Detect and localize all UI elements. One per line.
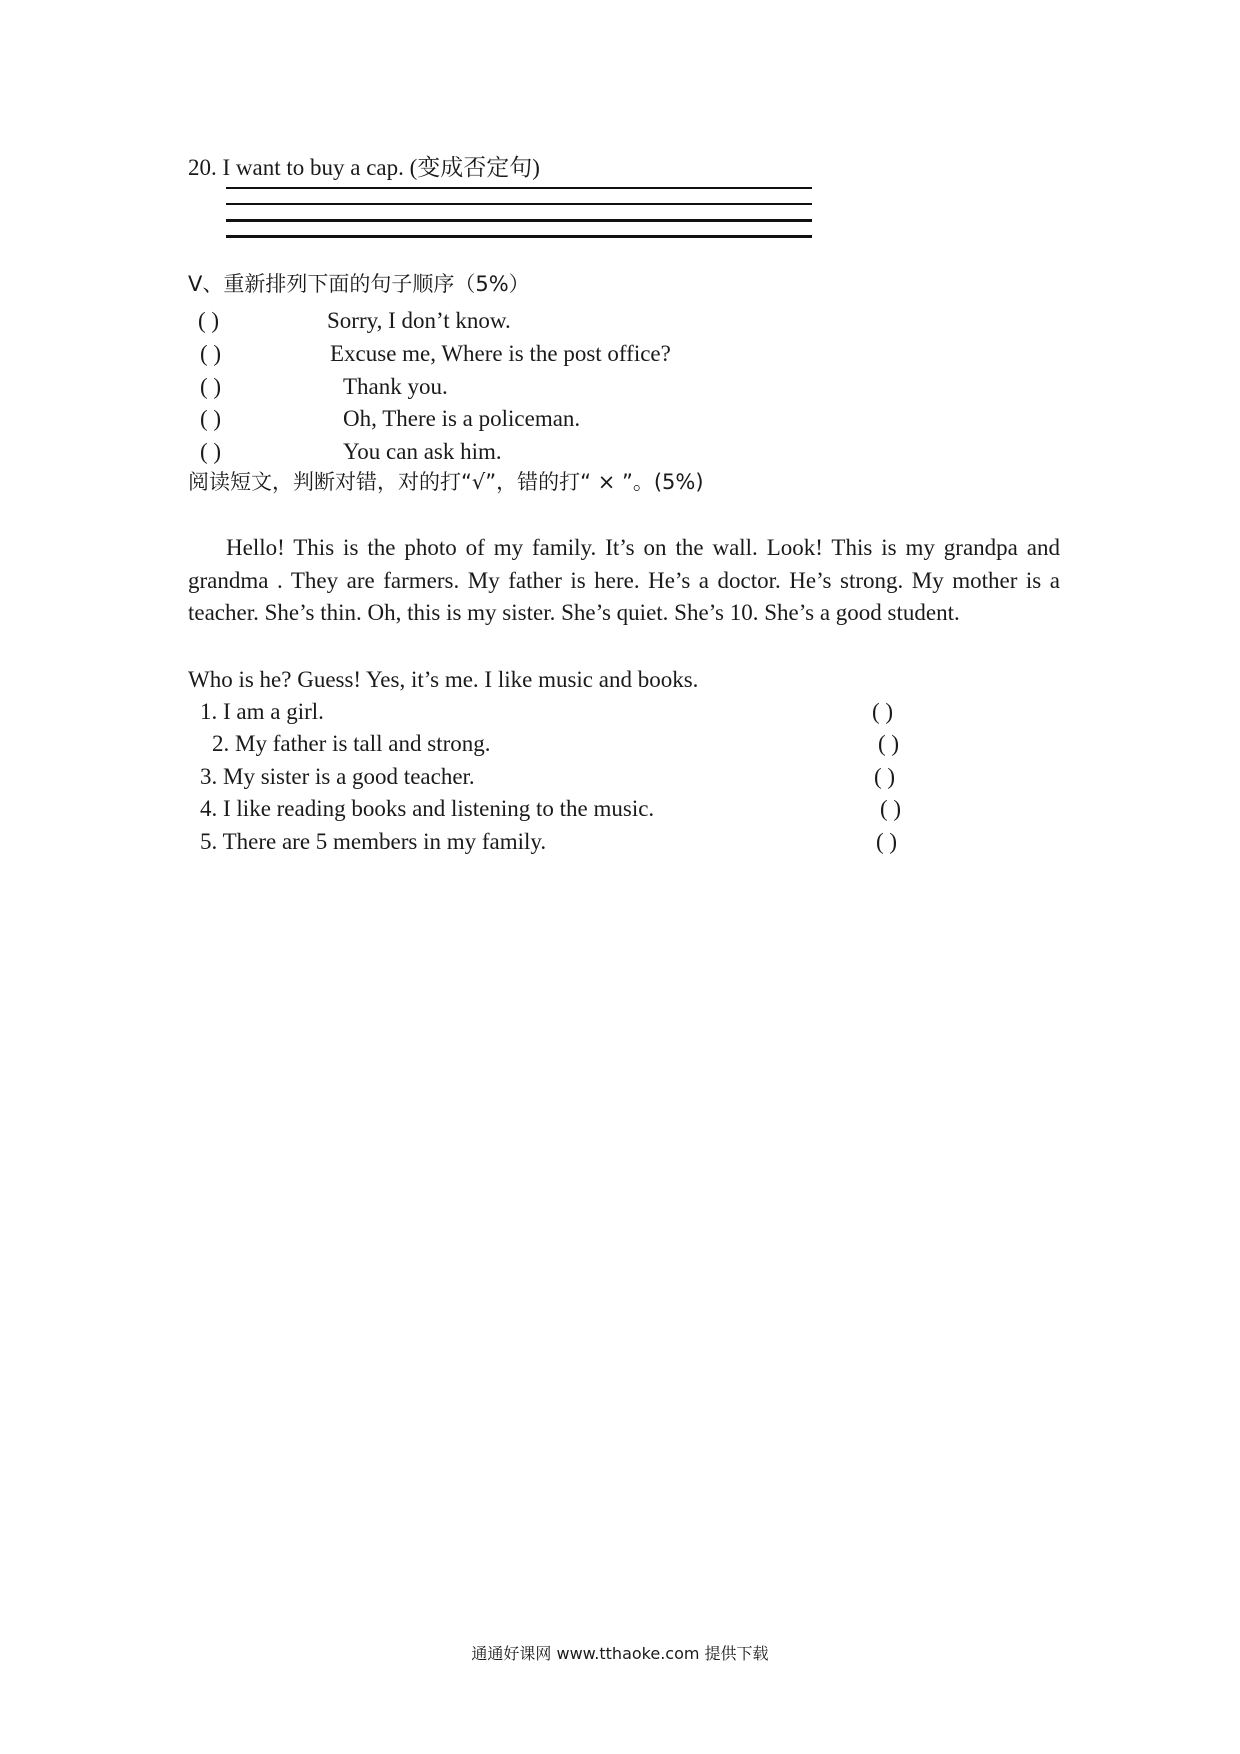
answer-line-4 [226, 235, 812, 238]
answer-blank: ( ) [200, 406, 222, 431]
answer-blank: ( ) [200, 374, 222, 399]
reorder-sentence: Oh, There is a policeman. [343, 406, 581, 431]
answer-blank: ( ) [200, 439, 222, 464]
answer-line-2 [226, 203, 812, 205]
answer-blank: ( ) [876, 829, 898, 854]
statement-text: 4. I like reading books and listening to the music. [200, 796, 655, 821]
answer-blank: ( ) [880, 796, 902, 821]
answer-blank: ( ) [872, 699, 894, 724]
reorder-sentence: Sorry, I don’t know. [327, 308, 511, 333]
page-footer: 通通好课网 www.tthaoke.com 提供下载 [471, 1644, 769, 1663]
reading-passage: Hello! This is the photo of my family. It’s on the wall. Look! This is my grandpa and grandma . They are farmers. My father is here. He’s a doctor. He’s strong. My mother is a teacher. She’s thin. Oh, this is my sister. She’s quiet. She’s 10. She’s a good student. [188, 535, 1060, 625]
reorder-sentence: Thank you. [343, 374, 448, 399]
reading-instruction: 阅读短文，判断对错，对的打“√”，错的打“ × ”。(5%) [188, 470, 704, 494]
answer-blank: ( ) [200, 341, 222, 366]
statement-text: 1. I am a girl. [200, 699, 324, 724]
answer-blank: ( ) [198, 308, 220, 333]
answer-blank: ( ) [878, 731, 900, 756]
answer-line-1 [226, 187, 812, 189]
reorder-sentence: Excuse me, Where is the post office? [330, 341, 671, 366]
answer-line-3 [226, 219, 812, 222]
reorder-sentence: You can ask him. [343, 439, 502, 464]
answer-blank: ( ) [874, 764, 896, 789]
statement-text: 2. My father is tall and strong. [212, 731, 491, 756]
question-20-prompt: 20. I want to buy a cap. (变成否定句) [188, 155, 540, 180]
section-5-title: Ⅴ、重新排列下面的句子顺序（5%） [188, 272, 530, 296]
statement-text: 3. My sister is a good teacher. [200, 764, 475, 789]
statement-text: 5. There are 5 members in my family. [200, 829, 547, 854]
reading-passage-last-line: Who is he? Guess! Yes, it’s me. I like music and books. [188, 667, 699, 692]
